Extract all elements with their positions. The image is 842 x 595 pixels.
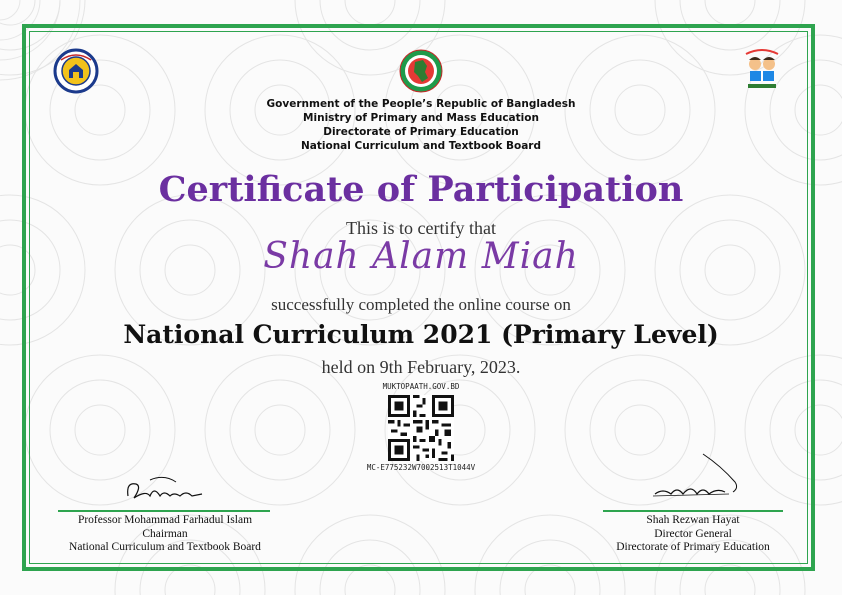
header-line-board: National Curriculum and Textbook Board [300, 140, 542, 152]
signature-line-right [603, 510, 783, 512]
signatory-left-title: Chairman [142, 527, 188, 540]
header-line-government: Government of the People’s Republic of Bangladesh [266, 98, 576, 110]
director-general-signature [645, 450, 745, 506]
course-name: National Curriculum 2021 (Primary Level) [123, 320, 719, 349]
government-seal-icon [398, 48, 444, 94]
nctb-emblem-icon [53, 48, 99, 94]
certificate-title: Certificate of Participation [158, 169, 684, 210]
qr-code-icon[interactable] [388, 395, 454, 461]
issuing-authorities [0, 97, 842, 153]
held-date-text: held on 9th February, 2023. [321, 357, 521, 377]
chairman-signature [120, 472, 210, 508]
signatory-left [45, 514, 285, 555]
completed-text: successfully completed the online course on [271, 295, 571, 314]
signatory-right-name: Shah Rezwan Hayat [646, 514, 740, 526]
signatory-right-organization: Directorate of Primary Education [616, 541, 770, 553]
signatory-right-title: Director General [654, 527, 732, 540]
verification-domain: MUKTOPAATH.GOV.BD [382, 382, 460, 391]
signatory-left-organization: National Curriculum and Textbook Board [69, 541, 261, 553]
header-line-directorate: Directorate of Primary Education [323, 126, 519, 138]
signatory-left-name: Professor Mohammad Farhadul Islam [77, 514, 253, 526]
header-line-ministry: Ministry of Primary and Mass Education [303, 112, 539, 124]
recipient-name: Shah Alam Miah [263, 236, 579, 277]
children-book-logo-icon [742, 46, 782, 94]
signatory-right [588, 514, 798, 555]
signature-line-left [58, 510, 270, 512]
verification-code: MC-E775232W7002513T1044V [366, 463, 476, 472]
certify-text: This is to certify that [346, 218, 496, 238]
